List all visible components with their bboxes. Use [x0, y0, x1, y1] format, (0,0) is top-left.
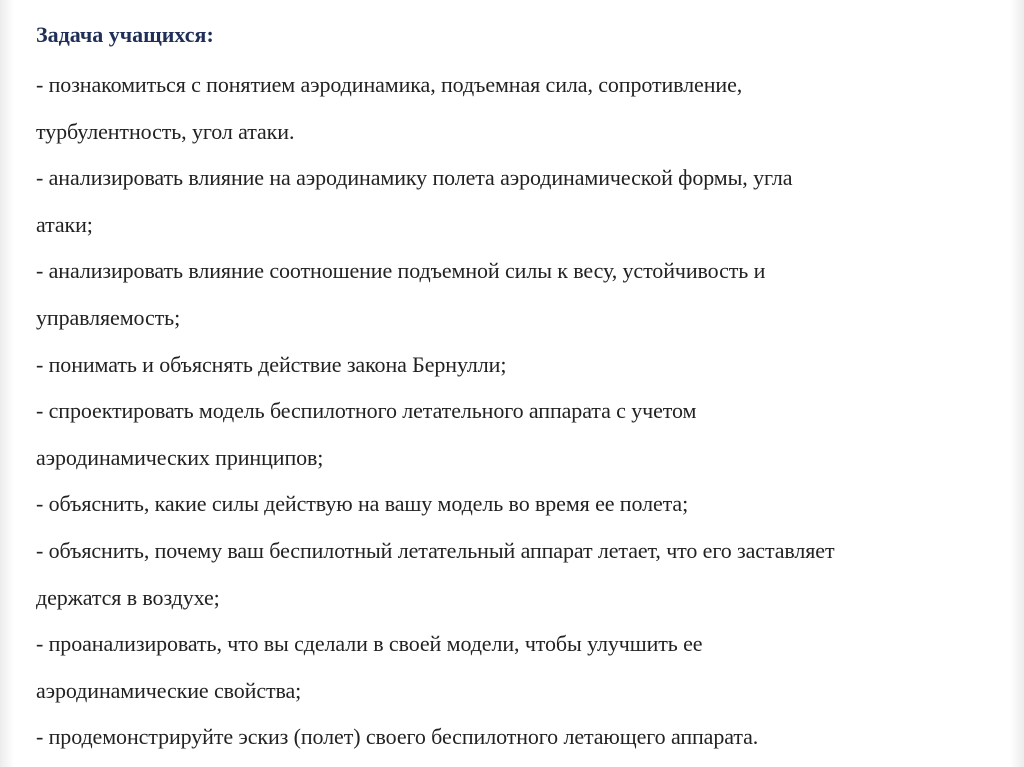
- task-list: [36, 62, 996, 761]
- task-line: аэродинамических принципов;: [36, 444, 324, 470]
- task-line: - продемонстрируйте эскиз (полет) своего беспилотного летающего аппарата.: [36, 724, 759, 750]
- task-line: атаки;: [36, 211, 93, 237]
- task-line: - познакомиться с понятием аэродинамика, подъемная сила, сопротивление,: [36, 72, 743, 97]
- task-line: управляемость;: [36, 304, 181, 330]
- task-line: - анализировать влияние соотношение подъемной силы к весу, устойчивость и: [36, 258, 766, 284]
- slide-title: Задача учащихся:: [36, 22, 214, 47]
- task-line: аэродинамические свойства;: [36, 677, 302, 703]
- task-line: - проанализировать, что вы сделали в своей модели, чтобы улучшить ее: [36, 631, 703, 657]
- task-line: - объяснить, какие силы действую на вашу модель во время ее полета;: [36, 491, 689, 517]
- task-line: турбулентность, угол атаки.: [36, 118, 295, 144]
- task-line: держатся в воздухе;: [36, 584, 220, 610]
- task-line: - спроектировать модель беспилотного летательного аппарата с учетом: [36, 398, 697, 424]
- task-line: - анализировать влияние на аэродинамику полета аэродинамической формы, угла: [36, 165, 793, 191]
- task-line: - объяснить, почему ваш беспилотный летательный аппарат летает, что его заставляет: [36, 537, 835, 563]
- task-line: - понимать и объяснять действие закона Бернулли;: [36, 351, 507, 377]
